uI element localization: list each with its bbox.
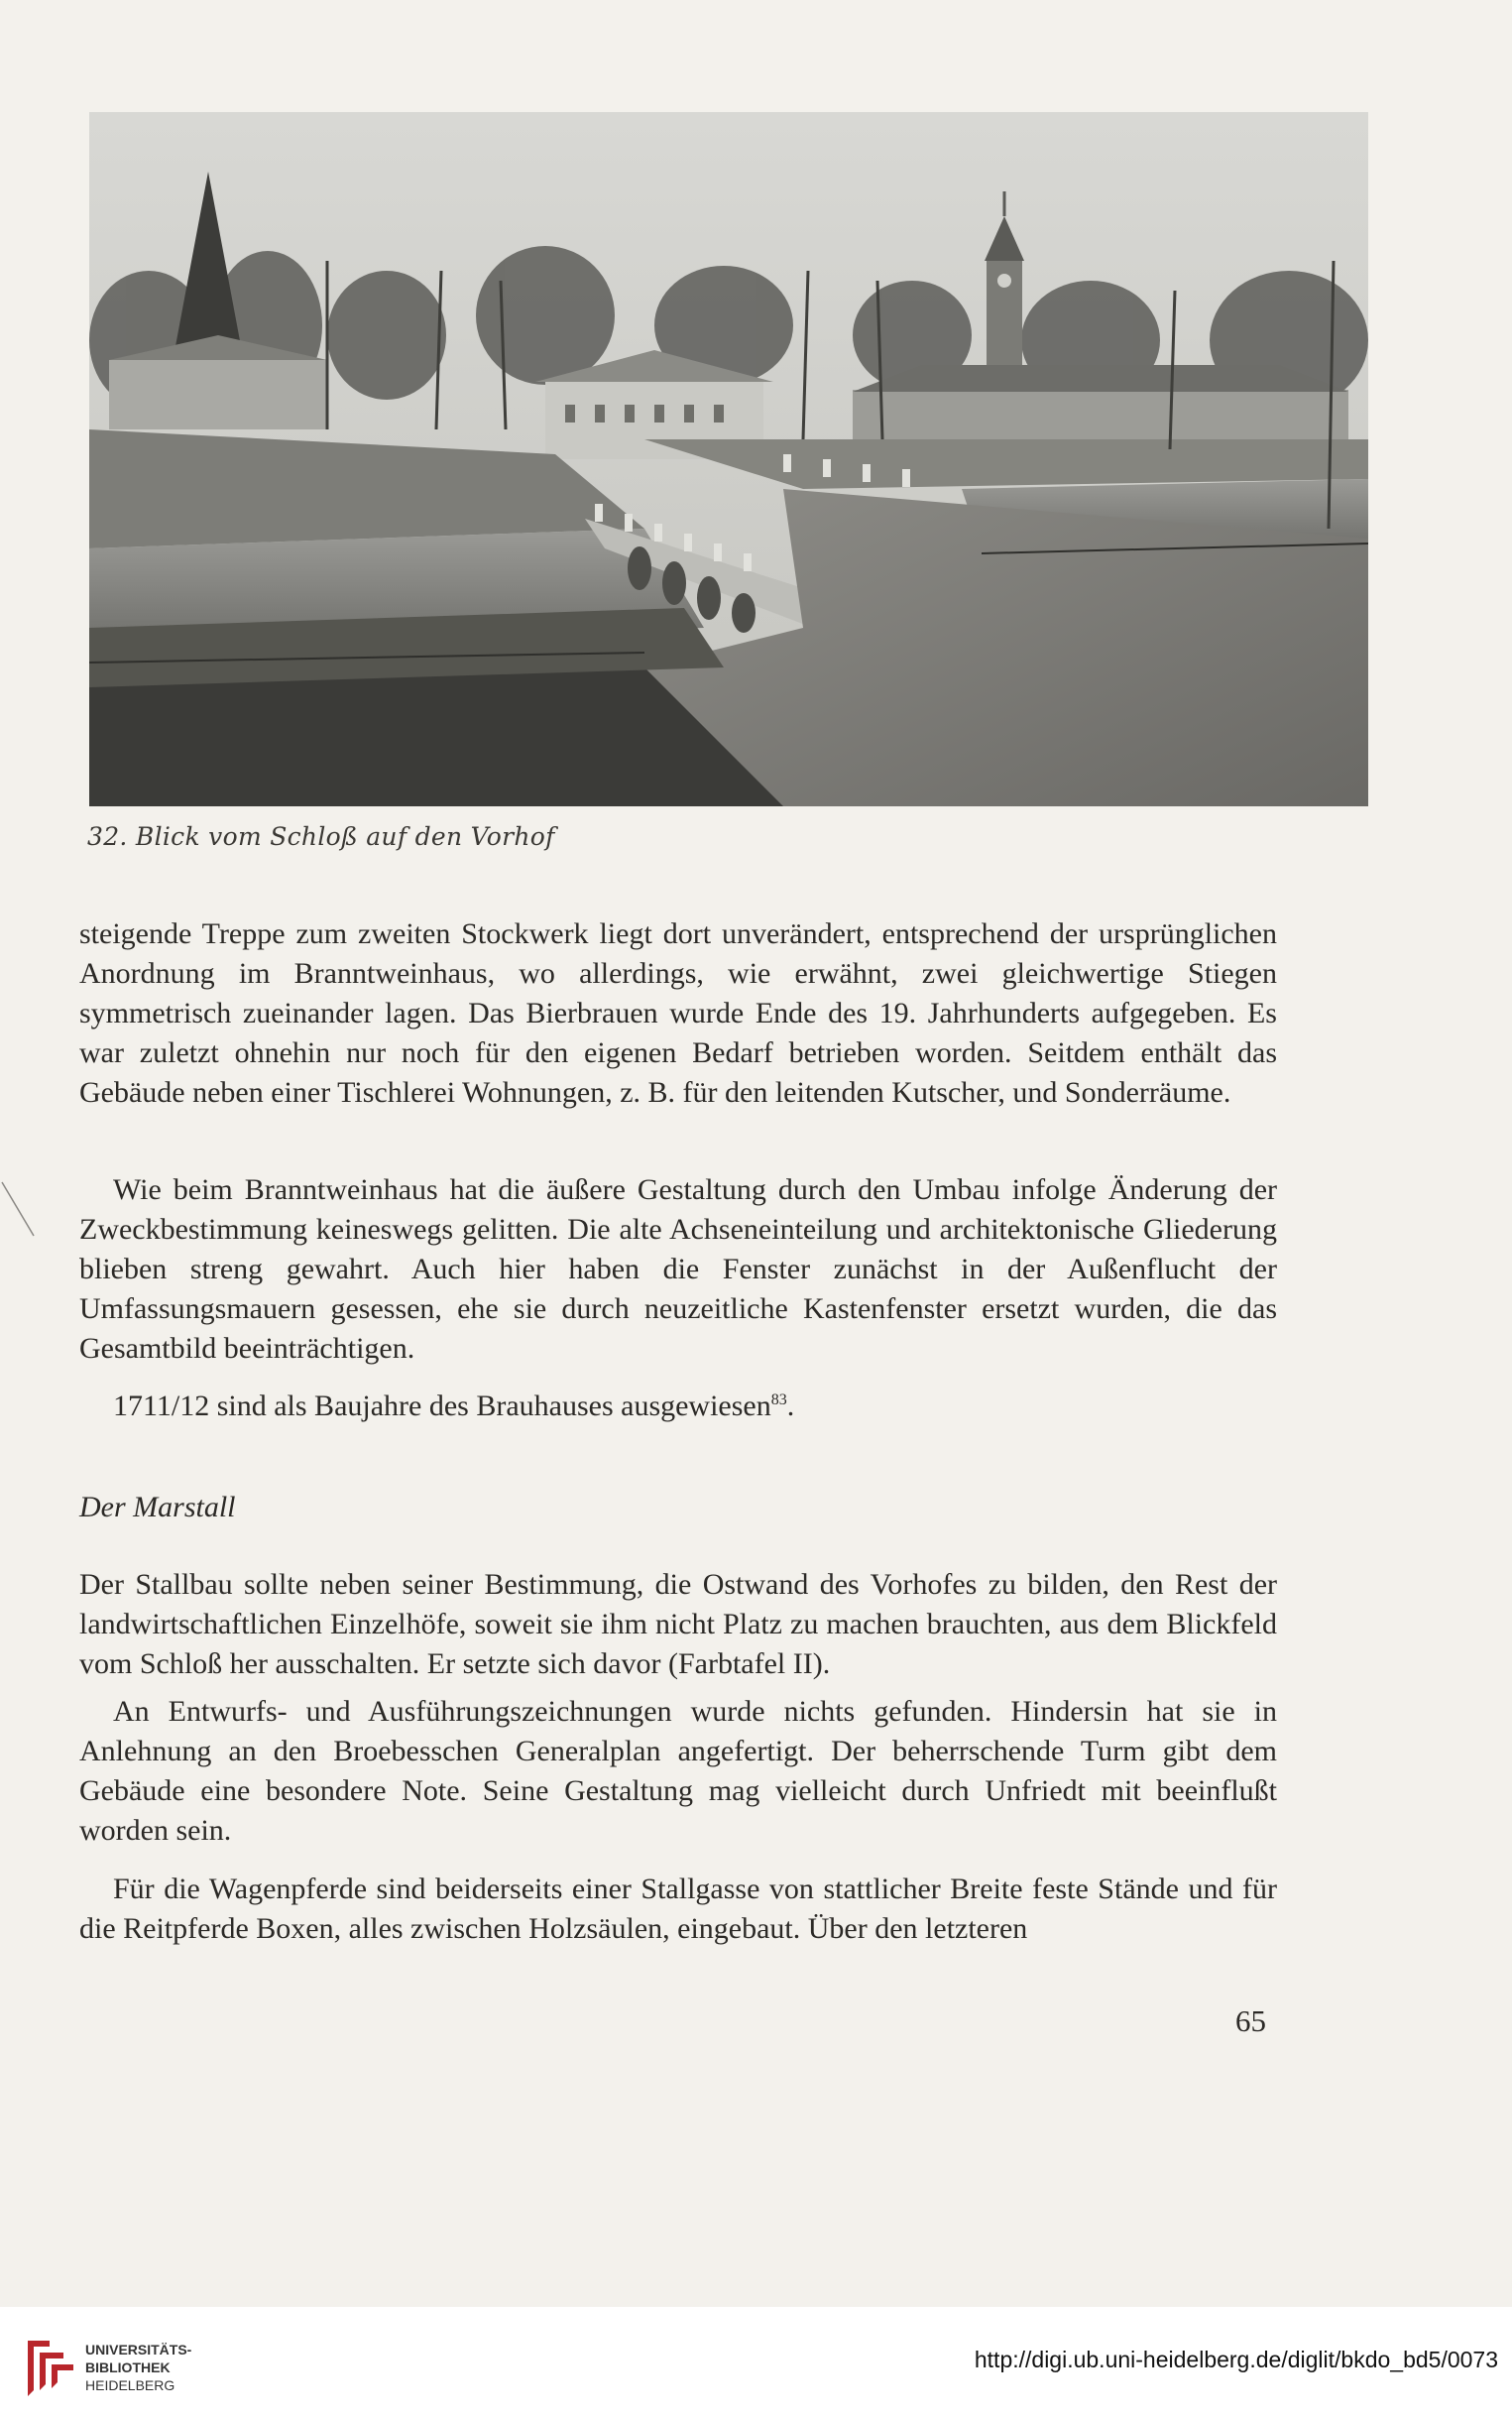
section-heading: Der Marstall	[79, 1491, 236, 1523]
margin-mark	[0, 1180, 40, 1240]
library-name-line: HEIDELBERG	[85, 2377, 175, 2393]
library-logo-icon[interactable]	[20, 2337, 77, 2400]
library-name-line: BIBLIOTHEK	[85, 2359, 171, 2375]
year-line-text: 1711/12 sind als Baujahre des Brauhauses ausgewiesen	[113, 1390, 771, 1422]
year-line	[79, 1387, 1277, 1426]
footer-bar	[0, 2307, 1512, 2418]
library-name[interactable]	[85, 2341, 191, 2394]
paragraph	[79, 1387, 1277, 1426]
paragraph	[79, 1870, 1277, 1949]
footnote-ref[interactable]: 83	[770, 1391, 787, 1408]
paragraph	[79, 1170, 1277, 1369]
page-number: 65	[1235, 2003, 1266, 2038]
paragraph	[79, 914, 1277, 1113]
courtyard-photo	[89, 112, 1368, 806]
paragraph-text: Der Stallbau sollte neben seiner Bestimmung, die Ostwand des Vorhofes zu bilden, den Rest der landwirtschaftlichen Einzelhöfe, soweit sie ihm nicht Platz zu machen brauchten, aus dem Blickfeld vom Schloß her ausschalten. Er setzte sich davor (Farbtafel II).	[79, 1568, 1277, 1680]
paragraph	[79, 1565, 1277, 1684]
figure-caption: 32. Blick vom Schloß auf den Vorhof	[87, 822, 555, 851]
year-line-end: .	[786, 1390, 795, 1422]
paragraph-text: Wie beim Branntweinhaus hat die äußere Gestaltung durch den Umbau infolge Änderung der Zweckbestimmung keineswegs gelitten. Die alte Achseneinteilung und architektonische Gliederung blieben streng gewahrt. Auch hier haben die Fenster zunächst in der Außenflucht der Umfassungsmauern gesessen, ehe sie durch neuzeitliche Kastenfenster ersetzt wurden, die das Gesamtbild beeinträchtigen.	[79, 1173, 1277, 1365]
library-name-line: UNIVERSITÄTS-	[85, 2342, 192, 2358]
paragraph-text: Für die Wagenpferde sind beiderseits einer Stallgasse von stattlicher Breite feste Stände und für die Reitpferde Boxen, alles zwischen Holzsäulen, eingebaut. Über den letzteren	[79, 1873, 1277, 1945]
photo-image	[89, 112, 1368, 806]
paragraph	[79, 1692, 1277, 1851]
permalink-url[interactable]: http://digi.ub.uni-heidelberg.de/diglit/bkdo_bd5/0073	[974, 2347, 1498, 2372]
paragraph-text: steigende Treppe zum zweiten Stockwerk liegt dort unverändert, entsprechend der ursprünglichen Anordnung im Branntweinhaus, wo allerdings, wie erwähnt, zwei gleichwertige Stiegen symmetrisch zueinander lagen. Das Bierbrauen wurde Ende des 19. Jahrhunderts aufgegeben. Es war zuletzt ohnehin nur noch für den eigenen Bedarf betrieben worden. Seitdem enthält das Gebäude neben einer Tischlerei Wohnungen, z. B. für den leitenden Kutscher, und Sonderräume.	[79, 917, 1277, 1109]
paragraph-text: An Entwurfs- und Ausführungszeichnungen wurde nichts gefunden. Hindersin hat sie in Anlehnung an den Broebesschen Generalplan angefertigt. Der beherrschende Turm gibt dem Gebäude eine besondere Note. Seine Gestaltung mag vielleicht durch Unfriedt mit beeinflußt worden sein.	[79, 1695, 1277, 1847]
